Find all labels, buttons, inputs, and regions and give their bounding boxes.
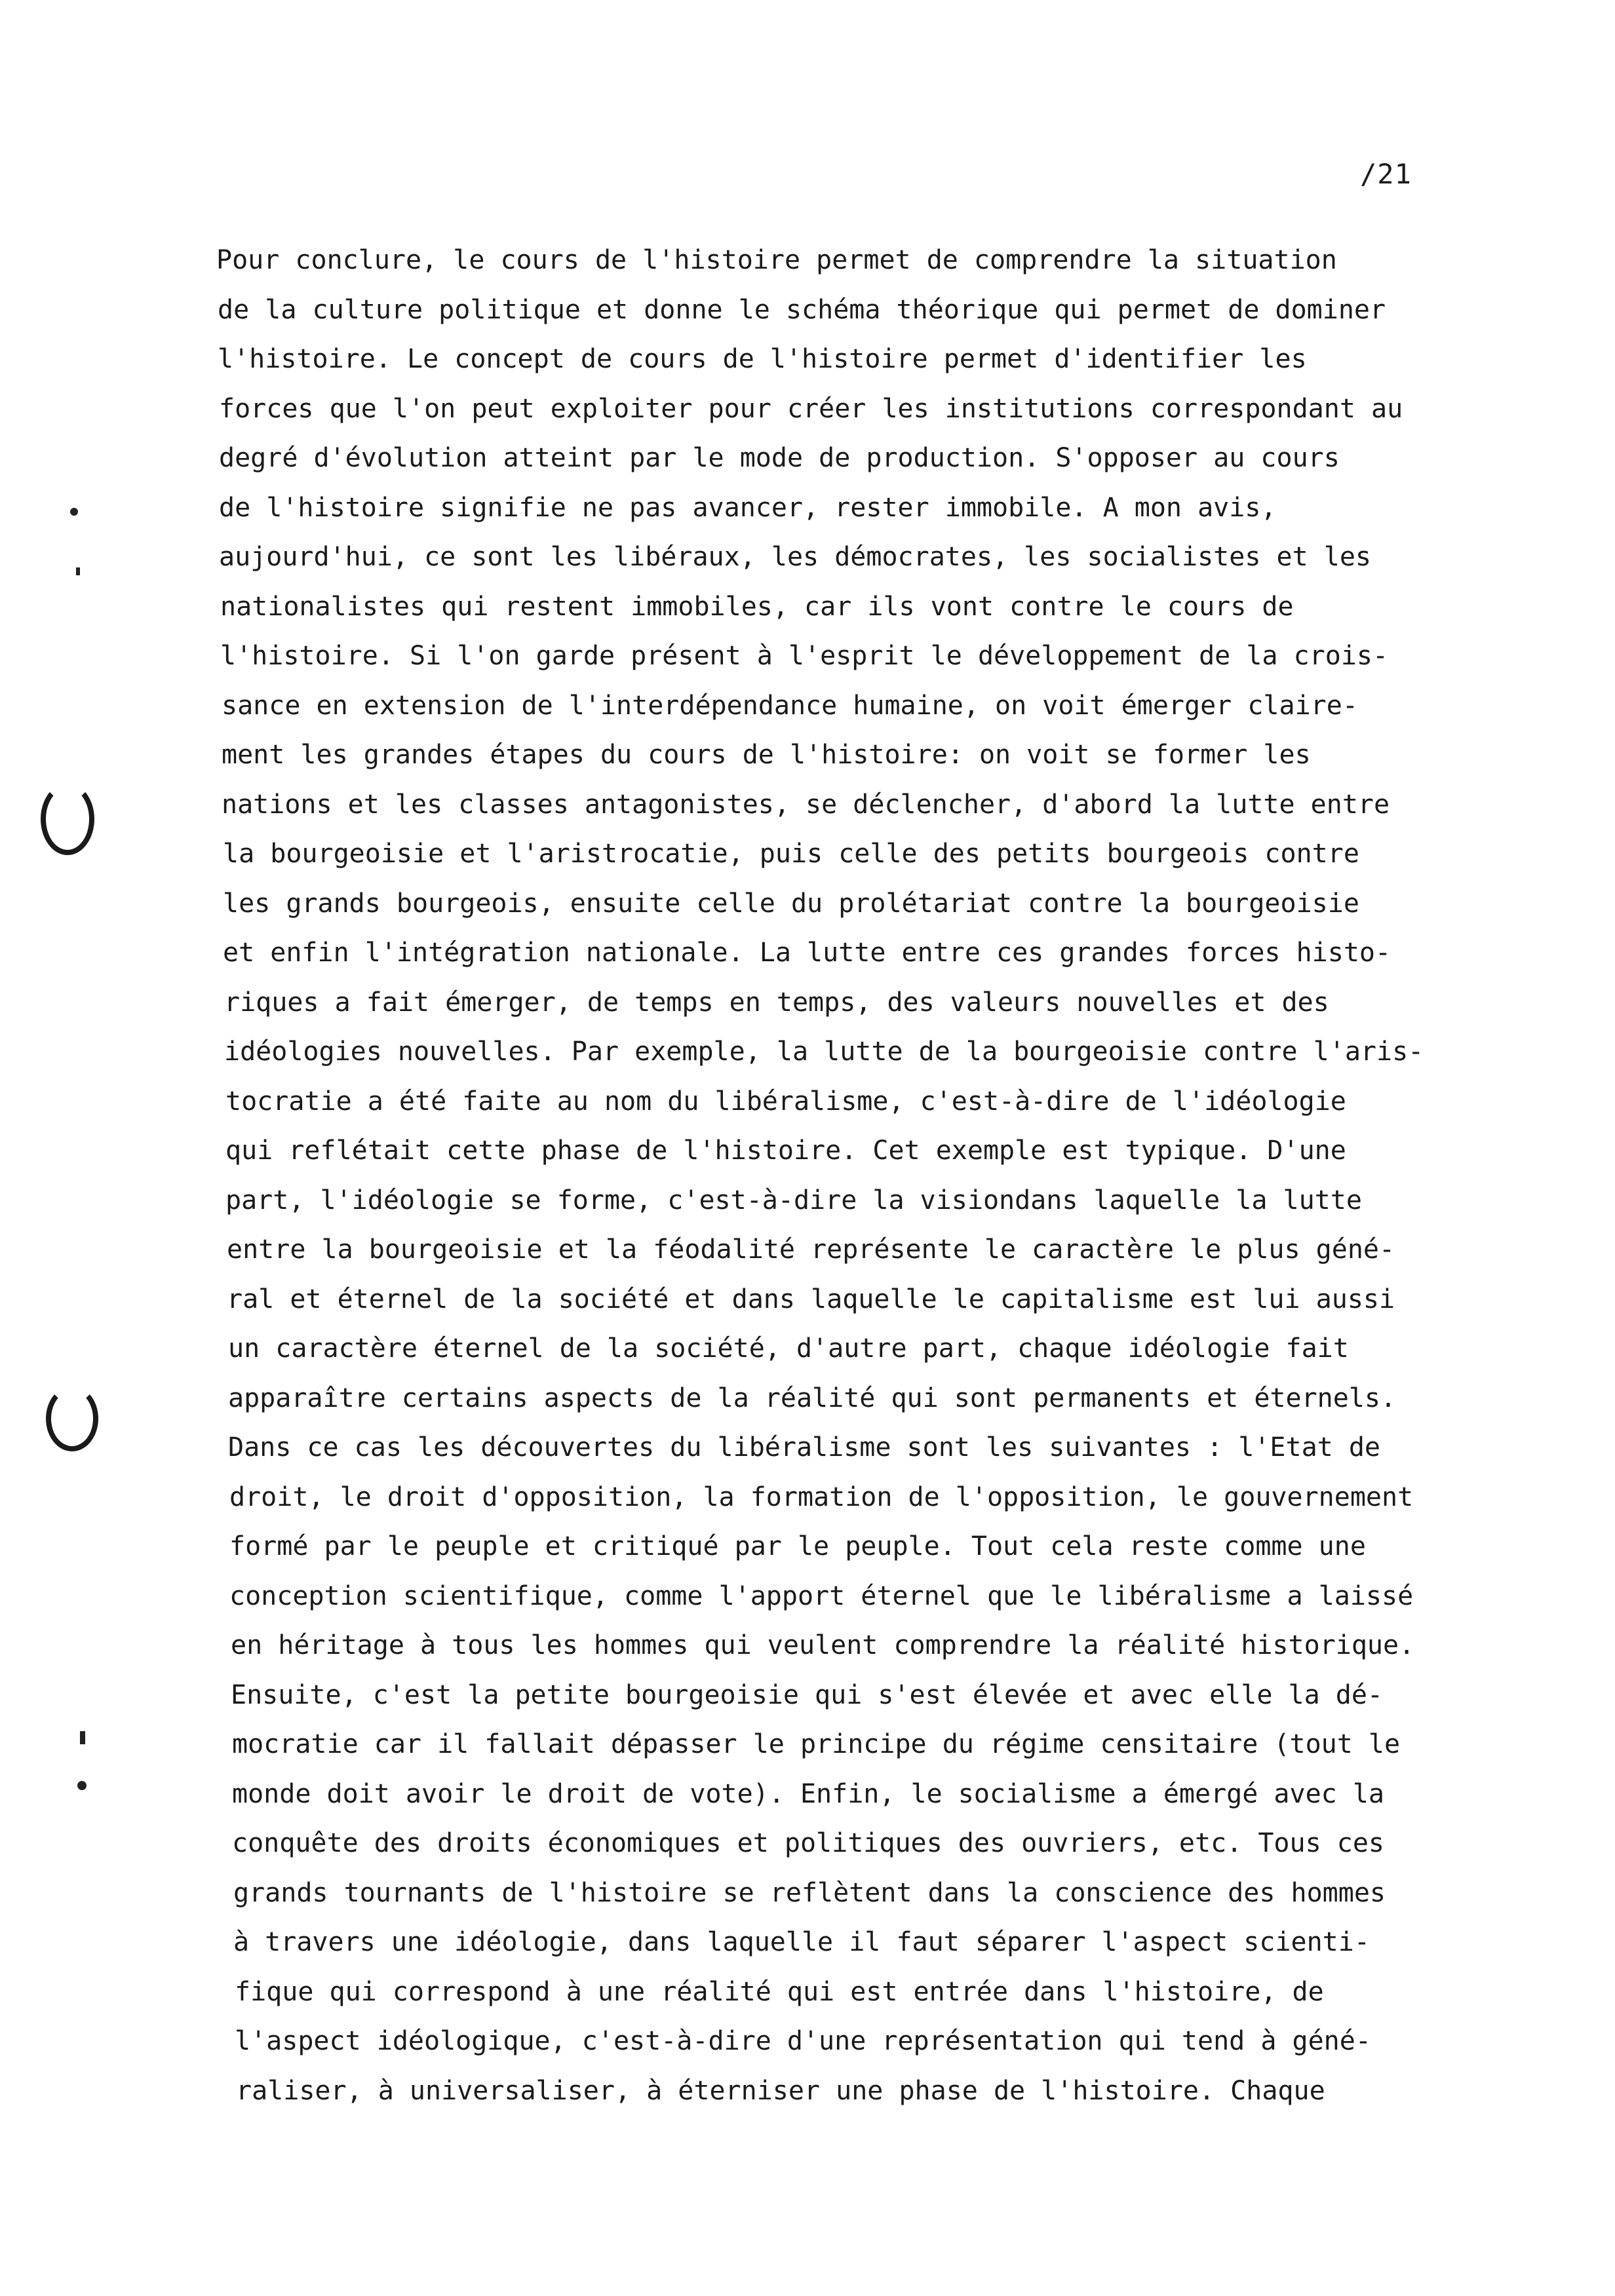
- text-line: conquête des droits économiques et politiques des ouvriers, etc. Tous ces: [232, 1828, 1384, 1858]
- text-line: Pour conclure, le cours de l'histoire permet de comprendre la situation: [216, 245, 1337, 275]
- text-line: tocratie a été faite au nom du libéralisme, c'est-à-dire de l'idéologie: [225, 1086, 1346, 1117]
- text-line: conception scientifique, comme l'apport éternel que le libéralisme a laissé: [229, 1580, 1414, 1611]
- text-line: nationalistes qui restent immobiles, car ils vont contre le cours de: [220, 591, 1294, 622]
- text-line: Ensuite, c'est la petite bourgeoisie qui s'est élevée et avec elle la dé-: [231, 1679, 1383, 1710]
- text-line: sance en extension de l'interdépendance humaine, on voit émerger claire-: [222, 690, 1358, 721]
- text-line: droit, le droit d'opposition, la formation de l'opposition, le gouvernement: [229, 1482, 1414, 1512]
- body-text: [216, 236, 1560, 2116]
- page-number: /21: [1360, 158, 1412, 190]
- text-line: l'histoire. Si l'on garde présent à l'esprit le développement de la crois-: [220, 641, 1389, 671]
- text-line: l'aspect idéologique, c'est-à-dire d'une représentation qui tend à géné-: [235, 2026, 1371, 2056]
- binder-hole-mark: [41, 783, 94, 855]
- text-line: à travers une idéologie, dans laquelle il faut séparer l'aspect scienti-: [233, 1927, 1370, 1957]
- text-line: grands tournants de l'histoire se reflètent dans la conscience des hommes: [233, 1877, 1386, 1908]
- text-line: Dans ce cas les découvertes du libéralisme sont les suivantes : l'Etat de: [228, 1432, 1380, 1463]
- text-line: la bourgeoisie et l'aristrocatie, puis celle des petits bourgeois contre: [223, 839, 1359, 869]
- text-line: degré d'évolution atteint par le mode de production. S'opposer au cours: [219, 443, 1340, 473]
- text-line: et enfin l'intégration nationale. La lutte entre ces grandes forces histo-: [223, 938, 1391, 968]
- text-line: monde doit avoir le droit de vote). Enfin, le socialisme a émergé avec la: [232, 1778, 1384, 1809]
- text-line: riques a fait émerger, de temps en temps, des valeurs nouvelles et des: [224, 987, 1329, 1018]
- text-line: entre la bourgeoisie et la féodalité représente le caractère le plus géné-: [227, 1234, 1395, 1265]
- text-line: fique qui correspond à une réalité qui est entrée dans l'histoire, de: [235, 1976, 1324, 2007]
- text-line: raliser, à universaliser, à éterniser une phase de l'histoire. Chaque: [236, 2075, 1325, 2106]
- text-line: formé par le peuple et critiqué par le peuple. Tout cela reste comme une: [229, 1531, 1366, 1561]
- text-line: de la culture politique et donne le schéma théorique qui permet de dominer: [218, 294, 1386, 325]
- text-line: mocratie car il fallait dépasser le principe du régime censitaire (tout le: [232, 1729, 1401, 1759]
- margin-dot: [70, 508, 78, 516]
- text-line: de l'histoire signifie ne pas avancer, rester immobile. A mon avis,: [219, 492, 1277, 523]
- text-line: les grands bourgeois, ensuite celle du prolétariat contre la bourgeoisie: [223, 888, 1359, 919]
- text-line: nations et les classes antagonistes, se déclencher, d'abord la lutte entre: [222, 789, 1390, 820]
- text-line: en héritage à tous les hommes qui veulent comprendre la réalité historique.: [231, 1630, 1415, 1660]
- binder-hole-mark: [46, 1386, 98, 1451]
- text-line: ment les grandes étapes du cours de l'histoire: on voit se former les: [222, 740, 1311, 770]
- text-line: l'histoire. Le concept de cours de l'histoire permet d'identifier les: [218, 344, 1307, 374]
- text-line: ral et éternel de la société et dans laquelle le capitalisme est lui aussi: [227, 1284, 1395, 1314]
- margin-mark: [76, 567, 80, 575]
- text-line: apparaître certains aspects de la réalité qui sont permanents et éternels.: [228, 1383, 1397, 1413]
- text-line: qui reflétait cette phase de l'histoire. Cet exemple est typique. D'une: [225, 1136, 1346, 1166]
- text-line: idéologies nouvelles. Par exemple, la lutte de la bourgeoisie contre l'aris-: [224, 1037, 1424, 1067]
- text-line: part, l'idéologie se forme, c'est-à-dire la visiondans laquelle la lutte: [225, 1185, 1362, 1215]
- margin-dot: [77, 1781, 87, 1790]
- text-line: un caractère éternel de la société, d'autre part, chaque idéologie fait: [228, 1333, 1349, 1364]
- margin-mark: [80, 1731, 85, 1744]
- text-line: forces que l'on peut exploiter pour créer les institutions correspondant au: [219, 393, 1403, 424]
- text-line: aujourd'hui, ce sont les libéraux, les démocrates, les socialistes et les: [219, 542, 1371, 572]
